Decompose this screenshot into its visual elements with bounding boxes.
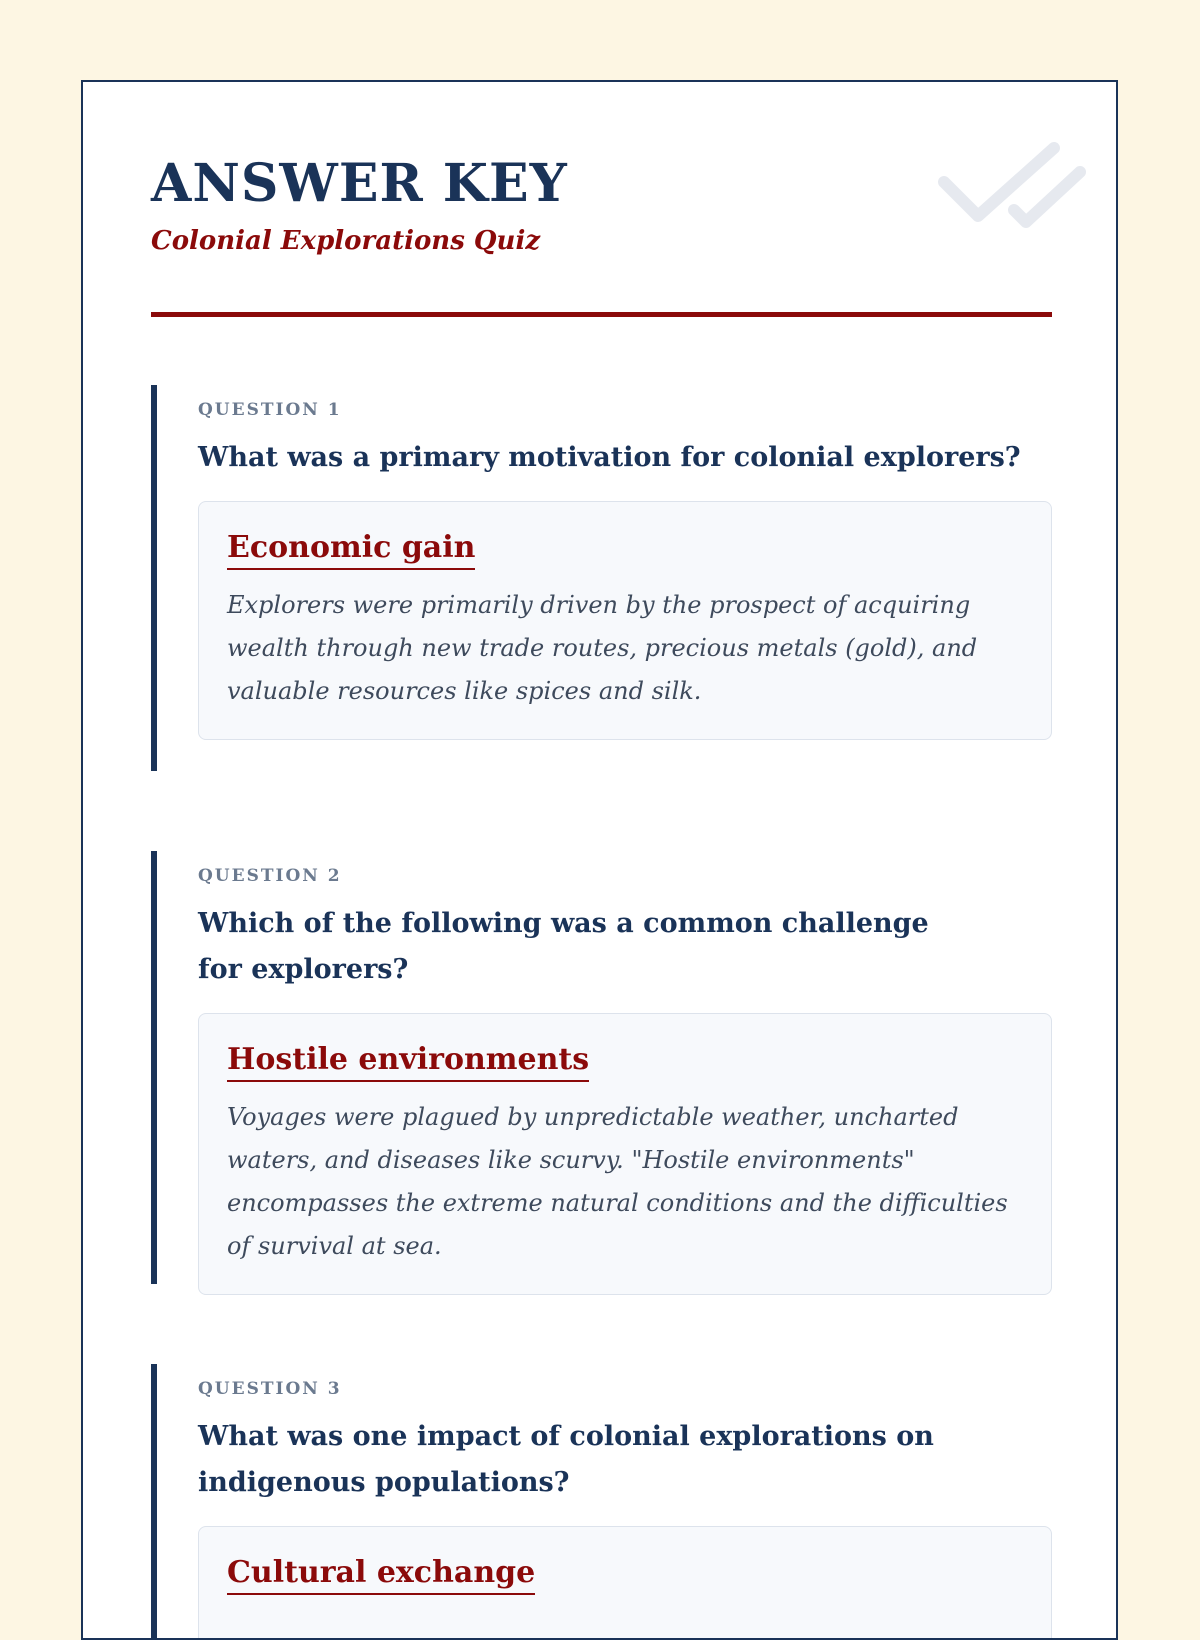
question-1 bbox=[151, 385, 1052, 771]
answer-text: Economic gain bbox=[227, 528, 475, 570]
answer-explanation: Explorers were primarily driven by the prospect of acquiring wealth through new trade routes, precious metals (gold), and valuable resources like spices and silk. bbox=[227, 591, 978, 705]
question-label: QUESTION 2 bbox=[198, 866, 342, 886]
question-label: QUESTION 3 bbox=[198, 1379, 342, 1399]
question-text: What was a primary motivation for colonial explorers? bbox=[198, 442, 1021, 473]
header bbox=[151, 154, 1051, 258]
answer-box bbox=[198, 1526, 1052, 1640]
question-text: Which of the following was a common challenge for explorers? bbox=[198, 908, 929, 985]
answer-text: Hostile environments bbox=[227, 1040, 589, 1082]
question-label: QUESTION 1 bbox=[198, 400, 342, 420]
answer-text: Cultural exchange bbox=[227, 1553, 535, 1595]
question-3 bbox=[151, 1364, 1052, 1640]
answer-explanation: Voyages were plagued by unpredictable weather, uncharted waters, and diseases like scurvy. "Hostile environments" encompasses the extreme natural conditions and the difficulties of survival at sea. bbox=[227, 1103, 1008, 1260]
answer-key-card bbox=[81, 80, 1118, 1640]
answer-box bbox=[198, 501, 1052, 740]
question-2 bbox=[151, 851, 1052, 1284]
page-subtitle: Colonial Explorations Quiz bbox=[151, 226, 541, 256]
header-divider bbox=[151, 312, 1052, 317]
question-text: What was one impact of colonial explorations on indigenous populations? bbox=[198, 1421, 934, 1498]
answer-box bbox=[198, 1013, 1052, 1295]
page-title: ANSWER KEY bbox=[151, 153, 568, 214]
